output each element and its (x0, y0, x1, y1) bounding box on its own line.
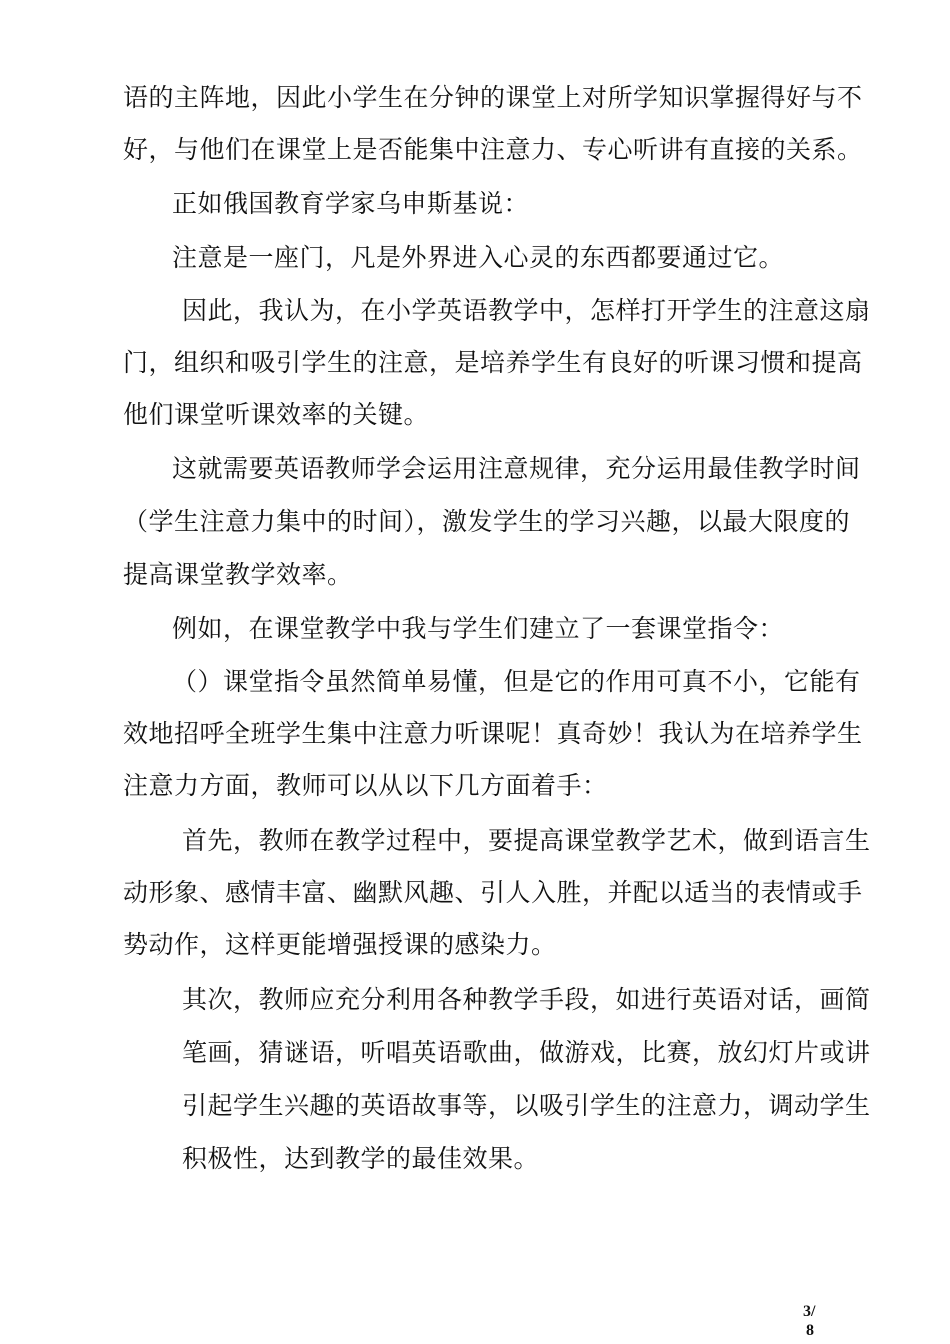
text-line: 势动作，这样更能增强授课的感染力。 (123, 930, 557, 959)
text-line: 正如俄国教育学家乌申斯基说： (172, 189, 530, 218)
text-line: 好，与他们在课堂上是否能集中注意力、专心听讲有直接的关系。 (123, 135, 863, 164)
text-line: 首先，教师在教学过程中，要提高课堂教学艺术，做到语言生 (182, 826, 871, 855)
text-line: 效地招呼全班学生集中注意力听课呢！真奇妙！我认为在培养学生 (123, 719, 863, 748)
text-line: 提高课堂教学效率。 (123, 560, 353, 589)
text-line: 他们课堂听课效率的关键。 (123, 400, 430, 429)
text-line: 引起学生兴趣的英语故事等，以吸引学生的注意力，调动学生 (182, 1091, 871, 1120)
text-line: （学生注意力集中的时间），激发学生的学习兴趣，以最大限度的 (123, 507, 851, 536)
text-line: 动形象、感情丰富、幽默风趣、引人入胜，并配以适当的表情或手 (123, 878, 863, 907)
text-line: 例如，在课堂教学中我与学生们建立了一套课堂指令： (172, 614, 785, 643)
text-line: 笔画，猜谜语，听唱英语歌曲，做游戏，比赛，放幻灯片或讲 (182, 1038, 871, 1067)
page-number-bottom: 8 (806, 1322, 814, 1339)
text-line: （）课堂指令虽然简单易懂，但是它的作用可真不小，它能有 (172, 667, 861, 696)
text-line: 门，组织和吸引学生的注意，是培养学生有良好的听课习惯和提高 (123, 348, 863, 377)
text-line: 语的主阵地，因此小学生在分钟的课堂上对所学知识掌握得好与不 (123, 83, 863, 112)
text-line: 注意是一座门，凡是外界进入心灵的东西都要通过它。 (172, 243, 785, 272)
text-line: 注意力方面，教师可以从以下几方面着手： (123, 771, 608, 800)
text-line: 积极性，达到教学的最佳效果。 (182, 1144, 540, 1173)
page-number-top: 3/ (803, 1303, 816, 1320)
text-line: 因此，我认为，在小学英语教学中，怎样打开学生的注意这扇 (182, 296, 871, 325)
text-line: 这就需要英语教师学会运用注意规律，充分运用最佳教学时间 (172, 454, 861, 483)
text-line: 其次，教师应充分利用各种教学手段，如进行英语对话，画简 (182, 985, 871, 1014)
